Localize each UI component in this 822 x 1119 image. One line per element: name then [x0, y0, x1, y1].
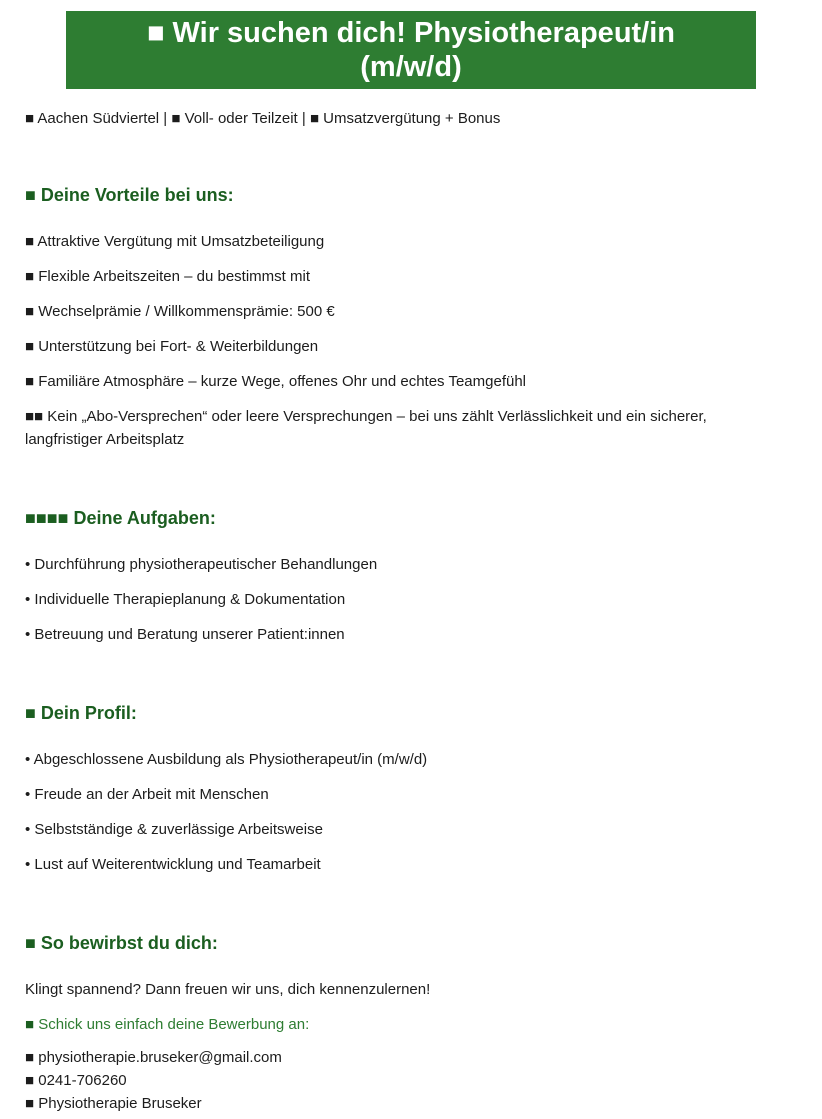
vorteile-list: [25, 230, 762, 451]
profile-item: • Selbstständige & zuverlässige Arbeitsweise: [25, 821, 323, 838]
aufgaben-list: [25, 553, 762, 646]
job-meta-line: ■ Aachen Südviertel | ■ Voll- oder Teilzeit | ■ Umsatzvergütung + Bonus: [25, 110, 501, 127]
contact-phone: ■ 0241-706260: [25, 1072, 127, 1089]
benefit-item: ■ Unterstützung bei Fort- & Weiterbildungen: [25, 338, 319, 355]
job-title-line2: (m/w/d): [360, 51, 462, 83]
section-heading-aufgaben: ■■■■ Deine Aufgaben:: [25, 508, 216, 528]
contact-company: ■ Physiotherapie Bruseker: [25, 1095, 202, 1112]
job-title-line1: ■ Wir suchen dich! Physiotherapeut/in: [146, 17, 676, 49]
application-intro: Klingt spannend? Dann freuen wir uns, dich kennenzulernen!: [25, 981, 431, 998]
profile-item: • Freude an der Arbeit mit Menschen: [25, 786, 269, 803]
profil-list: [25, 748, 762, 876]
section-vorteile: [25, 185, 762, 451]
task-item: • Individuelle Therapieplanung & Dokumentation: [25, 591, 346, 608]
section-heading-vorteile: ■ Deine Vorteile bei uns:: [25, 185, 234, 205]
contact-block: [25, 1046, 762, 1115]
green-square-icon: ■: [25, 1016, 35, 1033]
section-aufgaben: [25, 508, 762, 646]
benefit-item: ■ Familiäre Atmosphäre – kurze Wege, offenes Ohr und echtes Teamgefühl: [25, 373, 526, 390]
application-cta: [25, 1013, 762, 1036]
profile-item: • Abgeschlossene Ausbildung als Physiotherapeut/in (m/w/d): [25, 751, 428, 768]
task-item: • Betreuung und Beratung unserer Patient:innen: [25, 626, 345, 643]
section-heading-profil: ■ Dein Profil:: [25, 703, 137, 723]
benefit-item: ■ Wechselprämie / Willkommensprämie: 500 €: [25, 303, 335, 320]
job-title-banner: [66, 11, 756, 89]
section-heading-bewerbung: ■ So bewirbst du dich:: [25, 933, 218, 953]
application-cta-text: Schick uns einfach deine Bewerbung an:: [38, 1016, 310, 1033]
benefit-item: ■ Flexible Arbeitszeiten – du bestimmst mit: [25, 268, 310, 285]
task-item: • Durchführung physiotherapeutischer Behandlungen: [25, 556, 378, 573]
profile-item: • Lust auf Weiterentwicklung und Teamarbeit: [25, 856, 321, 873]
section-bewerbung: [25, 933, 762, 1115]
job-posting-page: [0, 11, 822, 1115]
benefit-item: ■■ Kein „Abo-Versprechen“ oder leere Versprechungen – bei uns zählt Verlässlichkeit und ein sicherer, langfristiger Arbeitsplatz: [25, 408, 707, 448]
section-profil: [25, 703, 762, 876]
benefit-item: ■ Attraktive Vergütung mit Umsatzbeteiligung: [25, 233, 325, 250]
contact-email: ■ physiotherapie.bruseker@gmail.com: [25, 1049, 282, 1066]
